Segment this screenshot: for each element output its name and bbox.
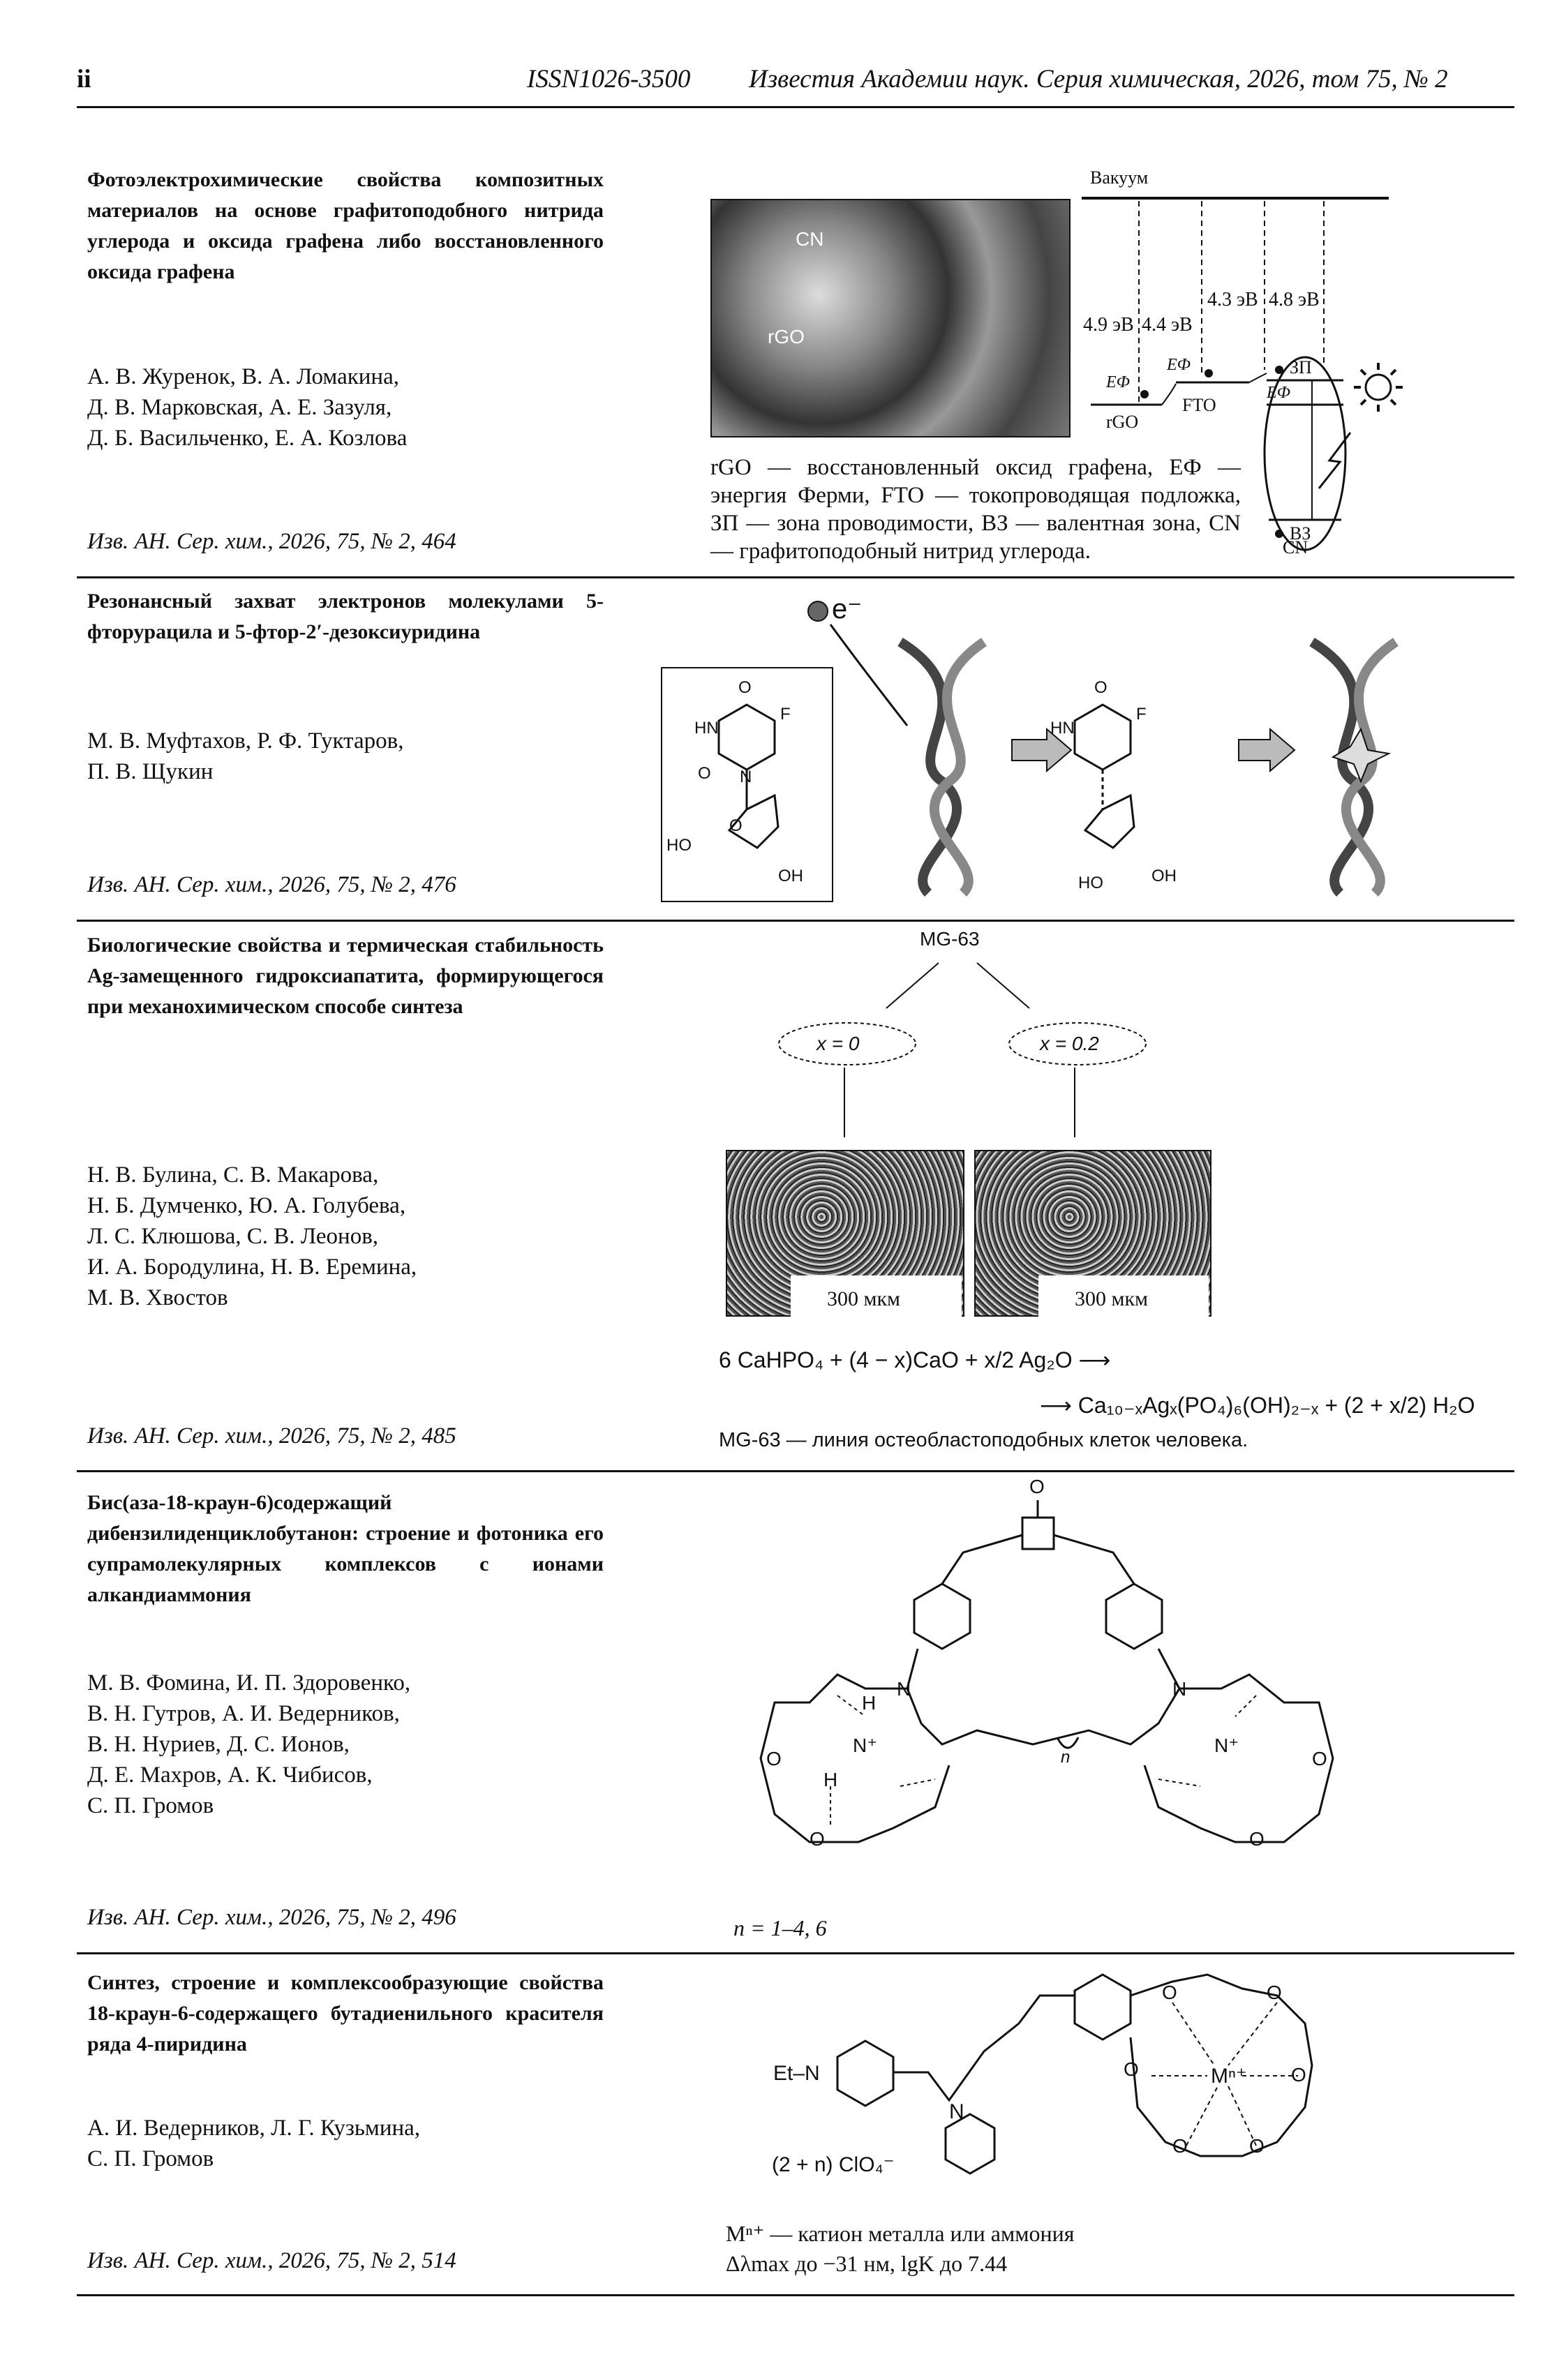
author-line: И. А. Бородулина, Н. В. Еремина, bbox=[87, 1255, 417, 1280]
atom-label: O bbox=[1029, 1476, 1045, 1497]
article-citation[interactable]: Изв. АН. Сер. хим., 2026, 75, № 2, 496 bbox=[87, 1905, 456, 1930]
atom-label: H bbox=[862, 1692, 877, 1714]
page-number: ii bbox=[77, 65, 91, 93]
atom-label: N bbox=[740, 768, 752, 786]
atom-label: O bbox=[1094, 678, 1108, 697]
fermi-label: EФ bbox=[1267, 384, 1290, 402]
scale-bar-label: 300 мкм bbox=[827, 1287, 901, 1310]
atom-label: N⁺ bbox=[853, 1735, 877, 1756]
reaction-equation: ⟶ Ca₁₀₋ₓAgₓ(PO₄)₆(OH)₂₋ₓ + (2 + x/2) H₂O bbox=[1040, 1393, 1475, 1418]
reaction-equation: 6 CaHPO₄ + (4 − x)CaO + x/2 Ag₂O ⟶ bbox=[719, 1347, 1111, 1372]
scale-bar-label: 300 мкм bbox=[1075, 1287, 1149, 1310]
article-citation[interactable]: Изв. АН. Сер. хим., 2026, 75, № 2, 514 bbox=[87, 2248, 456, 2273]
journal-title: Известия Академии наук. Серия химическая, 2026, том 75, № 2 bbox=[749, 65, 1448, 93]
atom-label: HN bbox=[694, 719, 719, 738]
author-line: С. П. Громов bbox=[87, 1793, 214, 1818]
article-title: Синтез, строение и комплексообразующие свойства 18-краун-6-содержащего бутадиенильного красителя ряда 4-пиридина bbox=[87, 1971, 604, 2056]
author-line: В. Н. Нуриев, Д. С. Ионов, bbox=[87, 1732, 350, 1757]
energy-fto: 4.4 эВ bbox=[1142, 314, 1193, 336]
article-title: Биологические свойства и термическая стабильность Ag-замещенного гидроксиапатита, формирующегося при механохимическом способе синтеза bbox=[87, 934, 604, 1018]
article-citation[interactable]: Изв. АН. Сер. хим., 2026, 75, № 2, 485 bbox=[87, 1423, 456, 1449]
atom-label: O bbox=[738, 678, 752, 697]
author-line: С. П. Громов bbox=[87, 2146, 214, 2171]
figure-caption: Δλmax до −31 нм, lgK до 7.44 bbox=[726, 2251, 1008, 2276]
section-rule bbox=[77, 2294, 1514, 2296]
atom-label: O bbox=[1267, 1982, 1282, 2003]
atom-label: O bbox=[729, 816, 743, 835]
atom-label: N bbox=[897, 1678, 911, 1700]
metal-label: Mⁿ⁺ bbox=[1211, 2065, 1247, 2088]
author-line: Д. Б. Васильченко, Е. А. Козлова bbox=[87, 426, 408, 451]
author-line: Д. Е. Махров, А. К. Чибисов, bbox=[87, 1762, 373, 1788]
band-vb: ВЗ bbox=[1290, 523, 1311, 544]
atom-label: F bbox=[780, 705, 791, 724]
author-line: В. Н. Гутров, А. И. Ведерников, bbox=[87, 1701, 400, 1726]
author-line: Н. В. Булина, С. В. Макарова, bbox=[87, 1162, 379, 1188]
atom-label: OH bbox=[1151, 867, 1177, 885]
vacuum-label: Вакуум bbox=[1090, 167, 1149, 188]
sem-label-rgo: rGO bbox=[768, 326, 805, 347]
atom-label: O bbox=[698, 764, 711, 783]
atom-label: O bbox=[1162, 1982, 1177, 2003]
article-title: Фотоэлектрохимические свойства композитных материалов на основе графитоподобного нитрида углерода и оксида графена либо восстановленного оксида графена bbox=[87, 168, 604, 283]
figure-caption: MG-63 — линия остеобластоподобных клеток человека. bbox=[719, 1429, 1248, 1451]
author-line: М. В. Муфтахов, Р. Ф. Туктаров, bbox=[87, 728, 404, 754]
atom-label: O bbox=[1172, 2135, 1188, 2157]
article-citation[interactable]: Изв. АН. Сер. хим., 2026, 75, № 2, 476 bbox=[87, 872, 456, 897]
ethyl-pyridinium-label: Et–N bbox=[773, 2062, 820, 2085]
article-citation[interactable]: Изв. АН. Сер. хим., 2026, 75, № 2, 464 bbox=[87, 529, 456, 554]
fermi-label: EФ bbox=[1167, 356, 1191, 374]
material-fto: FTO bbox=[1182, 395, 1216, 415]
atom-label: F bbox=[1136, 705, 1147, 724]
author-line: М. В. Фомина, И. П. Здоровенко, bbox=[87, 1670, 411, 1696]
band-cb: ЗП bbox=[1290, 357, 1312, 377]
article-title: Бис(аза-18-краун-6)содержащий дибензилиденциклобутанон: строение и фотоника его супрамолекулярных комплексов с ионами алкандиаммония bbox=[87, 1491, 604, 1606]
atom-label: O bbox=[1124, 2058, 1139, 2080]
atom-label: O bbox=[1291, 2064, 1306, 2086]
atom-label: HO bbox=[1078, 874, 1103, 892]
atom-label: O bbox=[1249, 1828, 1265, 1850]
energy-cn-fermi: 4.8 эВ bbox=[1269, 289, 1320, 310]
fermi-label: EФ bbox=[1106, 373, 1130, 391]
counterion-label: (2 + n) ClO₄⁻ bbox=[772, 2153, 895, 2176]
atom-label: O bbox=[810, 1828, 825, 1850]
author-line: П. В. Щукин bbox=[87, 759, 214, 784]
figure-caption: n = 1–4, 6 bbox=[733, 1915, 827, 1940]
figure-caption: rGO — восстановленный оксид графена, EФ — энергия Ферми, FTO — токопроводящая подложка, ЗП — зона проводимости, ВЗ — валентная зона, CN — графитоподобный нитрид углерода. bbox=[710, 455, 1241, 564]
energy-cn-cb: 4.3 эВ bbox=[1207, 289, 1258, 310]
atom-label: O bbox=[766, 1748, 782, 1769]
figure-caption: Mⁿ⁺ — катион металла или аммония bbox=[726, 2221, 1075, 2246]
author-line: А. И. Ведерников, Л. Г. Кузьмина, bbox=[87, 2116, 421, 2141]
author-line: А. В. Журенок, В. А. Ломакина, bbox=[87, 364, 399, 389]
material-rgo: rGO bbox=[1106, 412, 1139, 432]
article-title: Резонансный захват электронов молекулами 5-фторурацила и 5-фтор-2′-дезоксиуридина bbox=[87, 590, 604, 643]
atom-label: HN bbox=[1050, 719, 1075, 738]
atom-label: N bbox=[1172, 1678, 1187, 1700]
atom-label: H bbox=[823, 1769, 838, 1790]
material-cn: CN bbox=[1283, 537, 1308, 557]
author-line: Д. В. Марковская, А. Е. Зазуля, bbox=[87, 395, 392, 420]
energy-rgo: 4.9 эВ bbox=[1083, 314, 1134, 336]
author-line: М. В. Хвостов bbox=[87, 1285, 228, 1310]
sample-label: x = 0.2 bbox=[1040, 1033, 1099, 1054]
atom-label: n bbox=[1061, 1748, 1071, 1767]
atom-label: O bbox=[1312, 1748, 1327, 1769]
issn: ISSN1026-3500 bbox=[527, 65, 691, 93]
author-line: Л. С. Клюшова, С. В. Леонов, bbox=[87, 1224, 379, 1249]
atom-label: O bbox=[1249, 2135, 1265, 2157]
sample-label: x = 0 bbox=[816, 1033, 860, 1054]
electron-label: e⁻ bbox=[832, 594, 863, 624]
atom-label: HO bbox=[666, 836, 692, 855]
atom-label: N⁺ bbox=[1214, 1735, 1239, 1756]
sem-label-cn: CN bbox=[796, 228, 824, 250]
author-line: Н. Б. Думченко, Ю. А. Голубева, bbox=[87, 1193, 406, 1218]
pyridinium-label: N bbox=[949, 2100, 964, 2123]
cell-line-label: MG-63 bbox=[920, 928, 980, 950]
atom-label: OH bbox=[778, 867, 803, 885]
